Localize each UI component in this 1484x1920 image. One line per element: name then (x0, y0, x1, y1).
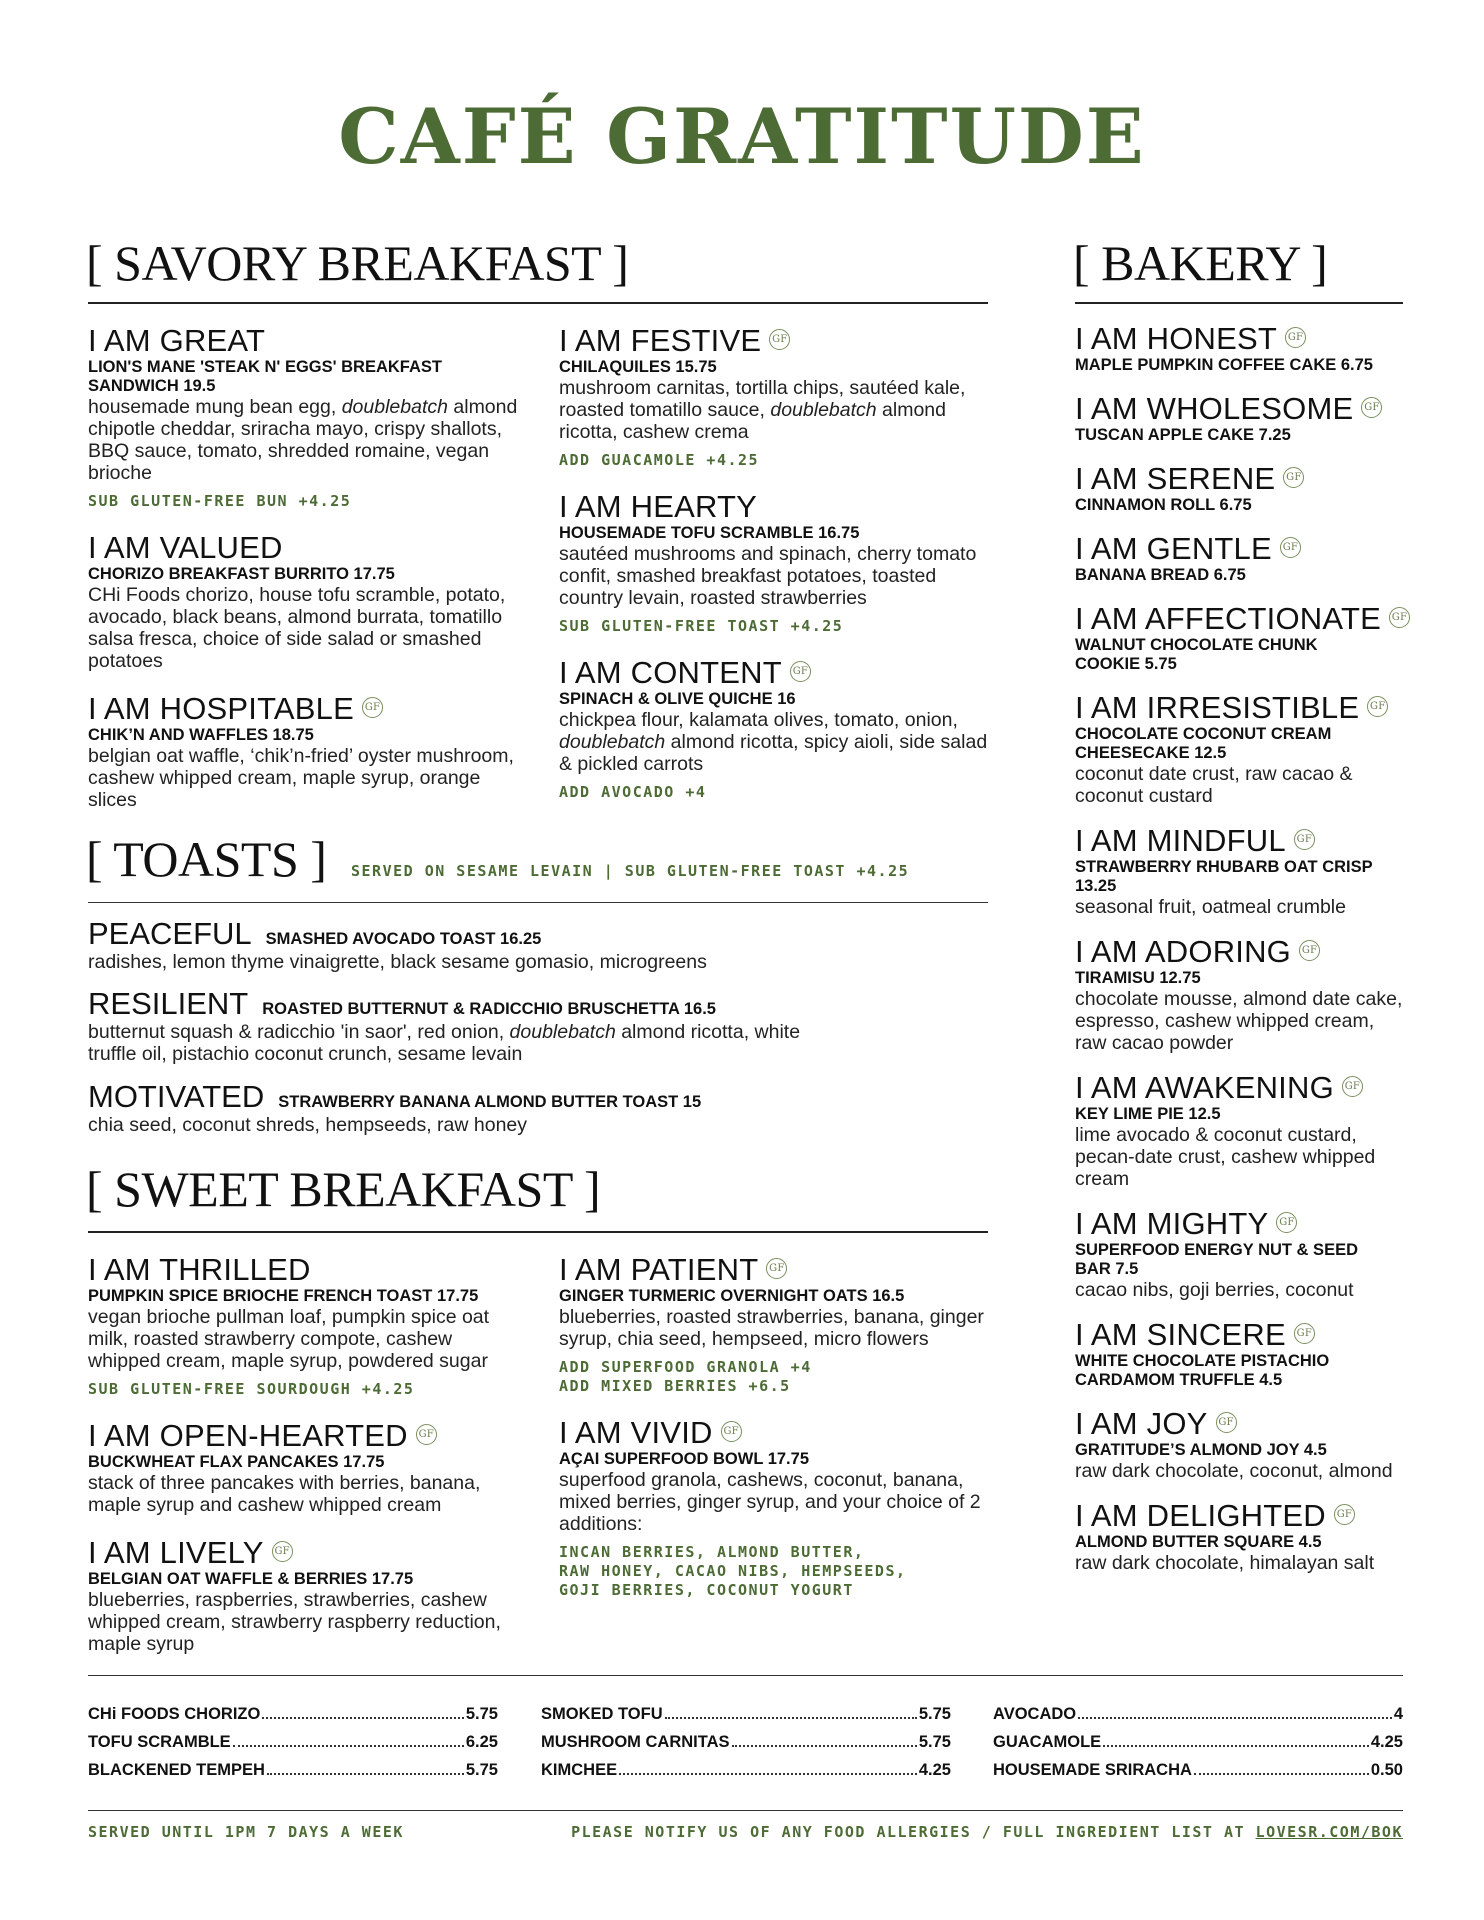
side-item (541, 1756, 951, 1784)
gluten-free-icon: GF (1389, 607, 1410, 628)
side-price: 4 (1393, 1705, 1403, 1723)
item-name (1075, 532, 1415, 566)
bakery-item (1075, 1499, 1415, 1574)
dish-name: AÇAI SUPERFOOD BOWL 17.75 (559, 1450, 809, 1468)
side-price: 5.75 (465, 1761, 498, 1779)
item-name-text: I AM SINCERE (1075, 1317, 1286, 1352)
bakery-item (1075, 1207, 1415, 1301)
item-name (1075, 1318, 1415, 1352)
dot-leader (1194, 1773, 1369, 1775)
item-name (1075, 1071, 1415, 1105)
toast-heading (88, 1080, 988, 1114)
dish-name: BUCKWHEAT FLAX PANCAKES 17.75 (88, 1453, 385, 1471)
side-price: 5.75 (918, 1705, 951, 1723)
dish-name: TUSCAN APPLE CAKE 7.25 (1075, 426, 1291, 444)
item-description: chocolate mousse, almond date cake, espresso, cashew whipped cream, raw cacao powder (1075, 988, 1403, 1054)
description-brand: doublebatch (341, 396, 448, 418)
description-text: blueberries, raspberries, strawberries, cashew whipped cream, strawberry raspberry reduction, maple syrup (88, 1589, 501, 1655)
bakery-item (1075, 1318, 1415, 1390)
gluten-free-icon: GF (766, 1258, 787, 1279)
toast-name: PEACEFUL (88, 916, 252, 951)
side-price: 4.25 (1370, 1733, 1403, 1751)
dot-leader (1103, 1745, 1369, 1747)
dot-leader (1078, 1717, 1392, 1719)
gluten-free-icon: GF (769, 329, 790, 350)
sweet-right-column (559, 1253, 989, 1620)
item-name (1075, 602, 1415, 636)
gluten-free-icon: GF (272, 1541, 293, 1562)
toast-name: MOTIVATED (88, 1079, 265, 1114)
item-name (88, 692, 518, 726)
description-text: chia seed, coconut shreds, hempseeds, raw honey (88, 1114, 528, 1136)
item-name (1075, 462, 1415, 496)
description-text: stack of three pancakes with berries, banana, maple syrup and cashew whipped cream (88, 1472, 481, 1516)
toasts-note: SERVED ON SESAME LEVAIN | SUB GLUTEN-FREE TOAST +4.25 (351, 862, 910, 880)
item-name (88, 1419, 518, 1453)
side-name: TOFU SCRAMBLE (88, 1733, 231, 1751)
savory-right-column (559, 324, 989, 822)
dot-leader (732, 1745, 917, 1747)
gluten-free-icon: GF (1299, 940, 1320, 961)
item-name (1075, 691, 1415, 725)
item-name (559, 1253, 989, 1287)
sides-column (993, 1700, 1403, 1784)
gluten-free-icon: GF (721, 1421, 742, 1442)
description-text: blueberries, roasted strawberries, banana, ginger syrup, chia seed, hempseed, micro flowers (559, 1306, 984, 1350)
item-description: raw dark chocolate, coconut, almond (1075, 1460, 1393, 1482)
cafe-logo: CAFÉ GRATITUDE (338, 92, 1146, 181)
bakery-rule (1075, 302, 1403, 304)
dish-name: WHITE CHOCOLATE PISTACHIO CARDAMOM TRUFFLE 4.5 (1075, 1352, 1330, 1389)
toast-heading (88, 917, 988, 951)
side-item (88, 1756, 498, 1784)
item-name-text: I AM AWAKENING (1075, 1070, 1334, 1105)
item-description: cacao nibs, goji berries, coconut (1075, 1279, 1354, 1301)
menu-item (88, 531, 518, 672)
dish-name: BANANA BREAD 6.75 (1075, 566, 1246, 584)
side-price: 5.75 (918, 1733, 951, 1751)
side-item (88, 1700, 498, 1728)
side-item (541, 1700, 951, 1728)
item-name-text: I AM SERENE (1075, 461, 1276, 496)
description-text: butternut squash & radicchio 'in saor', red onion, (88, 1021, 510, 1043)
toast-item (88, 917, 988, 973)
item-description: seasonal fruit, oatmeal crumble (1075, 896, 1346, 918)
description-text: almond ricotta, spicy aioli, side salad & pickled carrots (559, 731, 988, 775)
footer-hours: SERVED UNTIL 1PM 7 DAYS A WEEK (88, 1823, 404, 1841)
description-brand: doublebatch (559, 731, 666, 753)
dot-leader (262, 1717, 464, 1719)
item-description: lime avocado & coconut custard, pecan-date crust, cashew whipped cream (1075, 1124, 1376, 1190)
item-name (88, 1536, 518, 1570)
item-name (559, 1416, 989, 1450)
dish-name: PUMPKIN SPICE BRIOCHE FRENCH TOAST 17.75 (88, 1287, 479, 1305)
bakery-item (1075, 1071, 1415, 1190)
side-name: SMOKED TOFU (541, 1705, 663, 1723)
menu-item (559, 1253, 989, 1396)
menu-item (88, 1419, 518, 1516)
item-name-text: I AM MINDFUL (1075, 823, 1286, 858)
item-description (88, 584, 518, 672)
sweet-rule (88, 1231, 988, 1233)
addon-option: SUB GLUTEN-FREE SOURDOUGH +4.25 (88, 1380, 415, 1398)
side-name: HOUSEMADE SRIRACHA (993, 1761, 1192, 1779)
side-item (541, 1728, 951, 1756)
menu-item (88, 1253, 518, 1399)
gluten-free-icon: GF (1361, 397, 1382, 418)
description-text: housemade mung bean egg, (88, 396, 342, 418)
item-name-text: I AM JOY (1075, 1406, 1208, 1441)
side-item (993, 1756, 1403, 1784)
dish-name: SUPERFOOD ENERGY NUT & SEED BAR 7.5 (1075, 1241, 1358, 1278)
dish-name: SPINACH & OLIVE QUICHE 16 (559, 690, 796, 708)
side-price: 6.25 (465, 1733, 498, 1751)
item-description (88, 1589, 518, 1655)
dish-name: TIRAMISU 12.75 (1075, 969, 1201, 987)
item-name-text: I AM OPEN-HEARTED (88, 1418, 408, 1453)
bakery-item (1075, 462, 1415, 515)
description-text: almond ricotta, cashew crema (559, 399, 946, 443)
menu-item (88, 324, 518, 511)
item-name-text: I AM ADORING (1075, 934, 1291, 969)
toast-heading (88, 987, 988, 1021)
item-name (1075, 392, 1415, 426)
menu-item (88, 692, 518, 811)
item-description (559, 543, 989, 609)
dish-name: WALNUT CHOCOLATE CHUNK COOKIE 5.75 (1075, 636, 1318, 673)
dot-leader (619, 1773, 917, 1775)
addon-option: INCAN BERRIES, ALMOND BUTTER, RAW HONEY, CACAO NIBS, HEMPSEEDS, GOJI BERRIES, COCONUT YOGURT (559, 1543, 907, 1599)
description-brand: doublebatch (509, 1021, 616, 1043)
side-price: 4.25 (918, 1761, 951, 1779)
dish-name: CHORIZO BREAKFAST BURRITO 17.75 (88, 565, 395, 583)
bakery-column (1075, 322, 1415, 1591)
menu-item (559, 490, 989, 636)
dot-leader (233, 1745, 464, 1747)
item-description: coconut date crust, raw cacao & coconut custard (1075, 763, 1353, 807)
item-name (559, 656, 989, 690)
item-name-text: I AM IRRESISTIBLE (1075, 690, 1360, 725)
item-description (88, 745, 518, 811)
side-item (993, 1700, 1403, 1728)
item-description (88, 1114, 828, 1136)
side-name: GUACAMOLE (993, 1733, 1102, 1751)
item-name-text: I AM GREAT (88, 323, 266, 358)
gluten-free-icon: GF (790, 661, 811, 682)
item-name-text: I AM HOSPITABLE (88, 691, 355, 726)
description-text: CHi Foods chorizo, house tofu scramble, potato, avocado, black beans, almond burrata, tomatillo salsa fresca, choice of side salad or smashed potatoes (88, 584, 506, 672)
sides-bottom-rule (88, 1810, 1403, 1811)
item-name-text: I AM AFFECTIONATE (1075, 601, 1381, 636)
menu-item (559, 1416, 989, 1600)
item-description (88, 1472, 518, 1516)
gluten-free-icon: GF (1294, 1323, 1315, 1344)
item-name-text: I AM LIVELY (88, 1535, 264, 1570)
item-name-text: I AM DELIGHTED (1075, 1498, 1326, 1533)
dish-name: GINGER TURMERIC OVERNIGHT OATS 16.5 (559, 1287, 905, 1305)
bakery-item (1075, 691, 1415, 807)
sides-column (88, 1700, 498, 1784)
item-name (88, 1253, 518, 1287)
dish-name: BELGIAN OAT WAFFLE & BERRIES 17.75 (88, 1570, 414, 1588)
gluten-free-icon: GF (1285, 327, 1306, 348)
savory-breakfast-heading: [ SAVORY BREAKFAST ] (86, 235, 629, 291)
bakery-item (1075, 935, 1415, 1054)
addon-option: ADD SUPERFOOD GRANOLA +4 ADD MIXED BERRIES +6.5 (559, 1358, 812, 1395)
addon-option: ADD GUACAMOLE +4.25 (559, 451, 760, 469)
item-name (88, 324, 518, 358)
bakery-item (1075, 392, 1415, 445)
side-item (993, 1728, 1403, 1756)
side-name: BLACKENED TEMPEH (88, 1761, 265, 1779)
sides-column (541, 1700, 951, 1784)
gluten-free-icon: GF (1216, 1412, 1237, 1433)
toast-item (88, 987, 988, 1065)
dish-name: GRATITUDE’S ALMOND JOY 4.5 (1075, 1441, 1327, 1459)
item-name (1075, 1207, 1415, 1241)
item-description (559, 377, 989, 443)
ingredient-list-link[interactable]: LOVESR.COM/BOK (1255, 1823, 1403, 1841)
item-name-text: I AM HONEST (1075, 321, 1278, 356)
item-description (88, 1021, 828, 1065)
item-name (1075, 322, 1415, 356)
item-name-text: I AM CONTENT (559, 655, 782, 690)
toasts-heading: [ TOASTS ] (86, 831, 327, 887)
item-name-text: I AM PATIENT (559, 1252, 759, 1287)
item-name-text: I AM WHOLESOME (1075, 391, 1354, 426)
item-description (559, 1306, 989, 1350)
side-name: CHi FOODS CHORIZO (88, 1705, 261, 1723)
dish-name: HOUSEMADE TOFU SCRAMBLE 16.75 (559, 524, 860, 542)
item-name-text: I AM VALUED (88, 530, 283, 565)
gluten-free-icon: GF (416, 1424, 437, 1445)
side-item (88, 1728, 498, 1756)
menu-item (559, 656, 989, 802)
sides-top-rule (88, 1675, 1403, 1676)
item-name-text: I AM GENTLE (1075, 531, 1272, 566)
side-name: KIMCHEE (541, 1761, 618, 1779)
item-name (1075, 1499, 1415, 1533)
item-name (559, 324, 989, 358)
dish-name: KEY LIME PIE 12.5 (1075, 1105, 1221, 1123)
bakery-item (1075, 824, 1415, 918)
gluten-free-icon: GF (1342, 1076, 1363, 1097)
dish-name: STRAWBERRY RHUBARB OAT CRISP 13.25 (1075, 858, 1373, 895)
toast-name: RESILIENT (88, 986, 249, 1021)
toast-item (88, 1080, 988, 1136)
side-name: AVOCADO (993, 1705, 1077, 1723)
bakery-item (1075, 1407, 1415, 1482)
description-text: almond ricotta, white truffle oil, pistachio coconut crunch, sesame levain (88, 1021, 801, 1065)
addon-option: SUB GLUTEN-FREE TOAST +4.25 (559, 617, 844, 635)
description-text: almond chipotle cheddar, sriracha mayo, crispy shallots, BBQ sauce, tomato, shredded romaine, vegan brioche (88, 396, 518, 484)
footer-allergy-note (571, 1823, 1403, 1841)
bakery-item (1075, 322, 1415, 375)
gluten-free-icon: GF (1276, 1212, 1297, 1233)
dot-leader (267, 1773, 464, 1775)
description-text: sautéed mushrooms and spinach, cherry tomato confit, smashed breakfast potatoes, toasted country levain, roasted strawberries (559, 543, 977, 609)
description-brand: doublebatch (770, 399, 877, 421)
menu-item (559, 324, 989, 470)
menu-item (88, 1536, 518, 1655)
side-name: MUSHROOM CARNITAS (541, 1733, 730, 1751)
item-name-text: I AM THRILLED (88, 1252, 311, 1287)
dish-name: CHOCOLATE COCONUT CREAM CHEESECAKE 12.5 (1075, 725, 1332, 762)
item-description (88, 1306, 518, 1372)
sweet-breakfast-heading: [ SWEET BREAKFAST ] (86, 1161, 601, 1217)
description-text: vegan brioche pullman loaf, pumpkin spice oat milk, roasted strawberry compote, cashew whipped cream, maple syrup, powdered sugar (88, 1306, 490, 1372)
dish-name: STRAWBERRY BANANA ALMOND BUTTER TOAST 15 (278, 1093, 702, 1111)
item-description: raw dark chocolate, himalayan salt (1075, 1552, 1375, 1574)
gluten-free-icon: GF (1280, 537, 1301, 558)
item-name (1075, 824, 1415, 858)
toasts-rule (88, 902, 988, 903)
item-description (88, 951, 828, 973)
dish-name: ALMOND BUTTER SQUARE 4.5 (1075, 1533, 1322, 1551)
gluten-free-icon: GF (1283, 467, 1304, 488)
item-name (1075, 935, 1415, 969)
dish-name: SMASHED AVOCADO TOAST 16.25 (265, 930, 542, 948)
bakery-item (1075, 602, 1415, 674)
item-description (559, 709, 989, 775)
item-name-text: I AM VIVID (559, 1415, 713, 1450)
description-text: mushroom carnitas, tortilla chips, sautéed kale, roasted tomatillo sauce, (559, 377, 966, 421)
dot-leader (665, 1717, 917, 1719)
dish-name: MAPLE PUMPKIN COFFEE CAKE 6.75 (1075, 356, 1373, 374)
description-text: belgian oat waffle, ‘chik’n-fried’ oyster mushroom, cashew whipped cream, maple syrup, orange slices (88, 745, 514, 811)
dish-name: CHILAQUILES 15.75 (559, 358, 717, 376)
dish-name: CHIK’N AND WAFFLES 18.75 (88, 726, 314, 744)
item-name (1075, 1407, 1415, 1441)
bakery-item (1075, 532, 1415, 585)
gluten-free-icon: GF (1334, 1504, 1355, 1525)
gluten-free-icon: GF (1294, 829, 1315, 850)
savory-rule (88, 302, 988, 304)
item-name-text: I AM FESTIVE (559, 323, 762, 358)
description-text: superfood granola, cashews, coconut, banana, mixed berries, ginger syrup, and your choice of 2 additions: (559, 1469, 981, 1535)
item-description (88, 396, 518, 484)
dish-name: ROASTED BUTTERNUT & RADICCHIO BRUSCHETTA 16.5 (262, 1000, 716, 1018)
item-name (559, 490, 989, 524)
bakery-heading: [ BAKERY ] (1073, 235, 1328, 291)
footer-allergy-text: PLEASE NOTIFY US OF ANY FOOD ALLERGIES / FULL INGREDIENT LIST AT (571, 1823, 1256, 1841)
gluten-free-icon: GF (362, 697, 383, 718)
sweet-left-column (88, 1253, 518, 1675)
item-name-text: I AM HEARTY (559, 489, 758, 524)
item-name (88, 531, 518, 565)
item-description (559, 1469, 989, 1535)
dish-name: LION'S MANE 'STEAK N' EGGS' BREAKFAST SANDWICH 19.5 (88, 358, 442, 395)
addon-option: SUB GLUTEN-FREE BUN +4.25 (88, 492, 352, 510)
description-text: radishes, lemon thyme vinaigrette, black sesame gomasio, microgreens (88, 951, 707, 973)
side-price: 5.75 (465, 1705, 498, 1723)
description-text: chickpea flour, kalamata olives, tomato, onion, (559, 709, 958, 731)
dish-name: CINNAMON ROLL 6.75 (1075, 496, 1252, 514)
gluten-free-icon: GF (1367, 696, 1388, 717)
addon-option: ADD AVOCADO +4 (559, 783, 707, 801)
savory-left-column (88, 324, 518, 831)
side-price: 0.50 (1370, 1761, 1403, 1779)
item-name-text: I AM MIGHTY (1075, 1206, 1269, 1241)
